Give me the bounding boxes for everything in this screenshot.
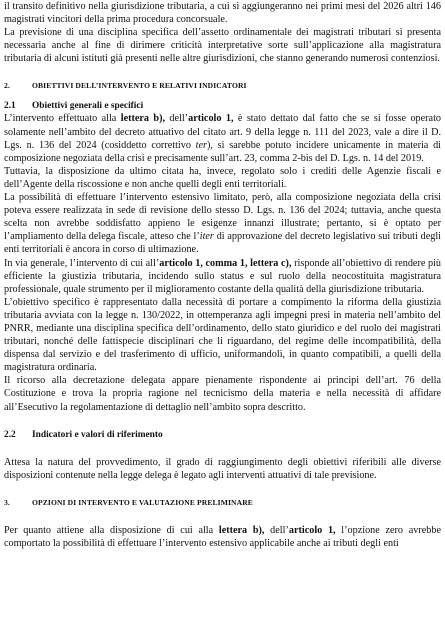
- options-paragraph-1: Per quanto attiene alla disposizione di cui alla lettera b), dell’articolo 1, l’opzione zero avrebbe comportato la possibilità di effettuare l’intervento estensivo applicabile anche ai tributi degli enti: [4, 524, 441, 549]
- objectives-paragraph-2: Tuttavia, la disposizione da ultimo citata ha, invece, regolato solo i crediti delle Agenzie fiscali e dell’Agente della riscossione e non anche quelli degli enti territoriali.: [4, 165, 441, 190]
- subsection-2-1-heading: [4, 100, 441, 112]
- section-2-heading: [4, 80, 441, 92]
- section-title: OPZIONI DI INTERVENTO E VALUTAZIONE PRELIMINARE: [32, 497, 253, 507]
- objectives-paragraph-1: L’intervento effettuato alla lettera b), dell’articolo 1, è stato dettato dal fatto che se si fosse operato solamente nell’ambito del decreto attuativo del citato art. 9 della legge n. 111 del 2023, vale a dire il D. Lgs. n. 136 del 2024 (cosiddetto correttivo ter), si sarebbe potuto incidere unicamente in materia di composizione negoziata della crisi e precisamente sull’art. 23, comma 2-bis del D. Lgs. n. 14 del 2019.: [4, 113, 441, 164]
- subsection-title: Indicatori e valori di riferimento: [32, 429, 163, 440]
- objectives-paragraph-4: In via generale, l’intervento di cui all’articolo 1, comma 1, lettera c), risponde all’obiettivo di rendere più efficiente la giustizia tributaria, incidendo sullo status e sul ruolo della neocostituita magistratura professionale, quale strumento per il miglioramento costante della qualità della giurisdizione tributaria.: [4, 257, 442, 295]
- section-number: 2.: [4, 81, 10, 91]
- section-number: 3.: [4, 497, 10, 507]
- subsection-2-2-heading: [4, 429, 441, 441]
- intro-paragraph-1: il transito definitivo nella giurisdizione tributaria, a cui si aggiungeranno nei primi mesi del 2026 altri 146 magistrati vincitori della prima procedura concorsuale.: [4, 1, 441, 26]
- subsection-number: 2.1: [4, 101, 16, 112]
- objectives-paragraph-3: La possibilità di effettuare l’intervento estensivo limitato, però, alla composizione negoziata della crisi poteva essere realizzata in sede di revisione dello stesso D. Lgs. n. 136 del 2024; tuttavia, anche questa scelta non avrebbe soddisfatto appieno le esigenze innanzi illustrate; pertanto, si è optato per l’ampliamento della delega fiscale, atteso che l’iter di approvazione del decreto legislativo sui tributi degli enti territoriali è ancora in corso di ultimazione.: [4, 192, 441, 256]
- indicators-paragraph-1: Attesa la natura del provvedimento, il grado di raggiungimento degli obiettivi riferibili alle diverse disposizioni contenute nella legge delega è legato agli interventi attuativi di tale previsione.: [4, 456, 441, 481]
- section-title: OBIETTIVI DELL’INTERVENTO E RELATIVI INDICATORI: [32, 81, 247, 91]
- objectives-paragraph-5: L’obiettivo specifico è rappresentato dalla necessità di portare a compimento la riforma della giustizia tributaria avviata con la legge n. 130/2022, in ottemperanza agli impegni presi in materia nell’ambito del PNRR, mediante una disciplina specifica dell’ordinamento, dello stato giuridico e del ruolo dei magistrati tributari, nonché delle fattispecie disciplinari che li riguardano, del regime delle incompatibilità, della dispensa dal servizio e del trasferimento di ufficio, uniformandoli, in quanto compatibili, a quelli della magistratura ordinaria.: [4, 296, 441, 374]
- subsection-number: 2.2: [4, 429, 16, 440]
- section-3-heading: [4, 497, 441, 509]
- objectives-paragraph-6: Il ricorso alla decretazione delegata appare pienamente rispondente ai principi dell’art. 76 della Costituzione e trova la propria ragione nel tecnicismo della materia e nella necessità di affidare all’Esecutivo la regolamentazione di dettaglio nell’ambito sopra descritto.: [4, 375, 441, 413]
- intro-paragraph-2: La previsione di una disciplina specifica dell’assetto ordinamentale dei magistrati tributari si presenta necessaria anche al fine di dirimere criticità interpretative sorte sull’applicazione alla magistratura tributaria di alcuni istituti già presenti nelle altre giurisdizioni, che stanno generando numerosi contenziosi.: [4, 27, 441, 65]
- subsection-title: Obiettivi generali e specifici: [32, 101, 144, 112]
